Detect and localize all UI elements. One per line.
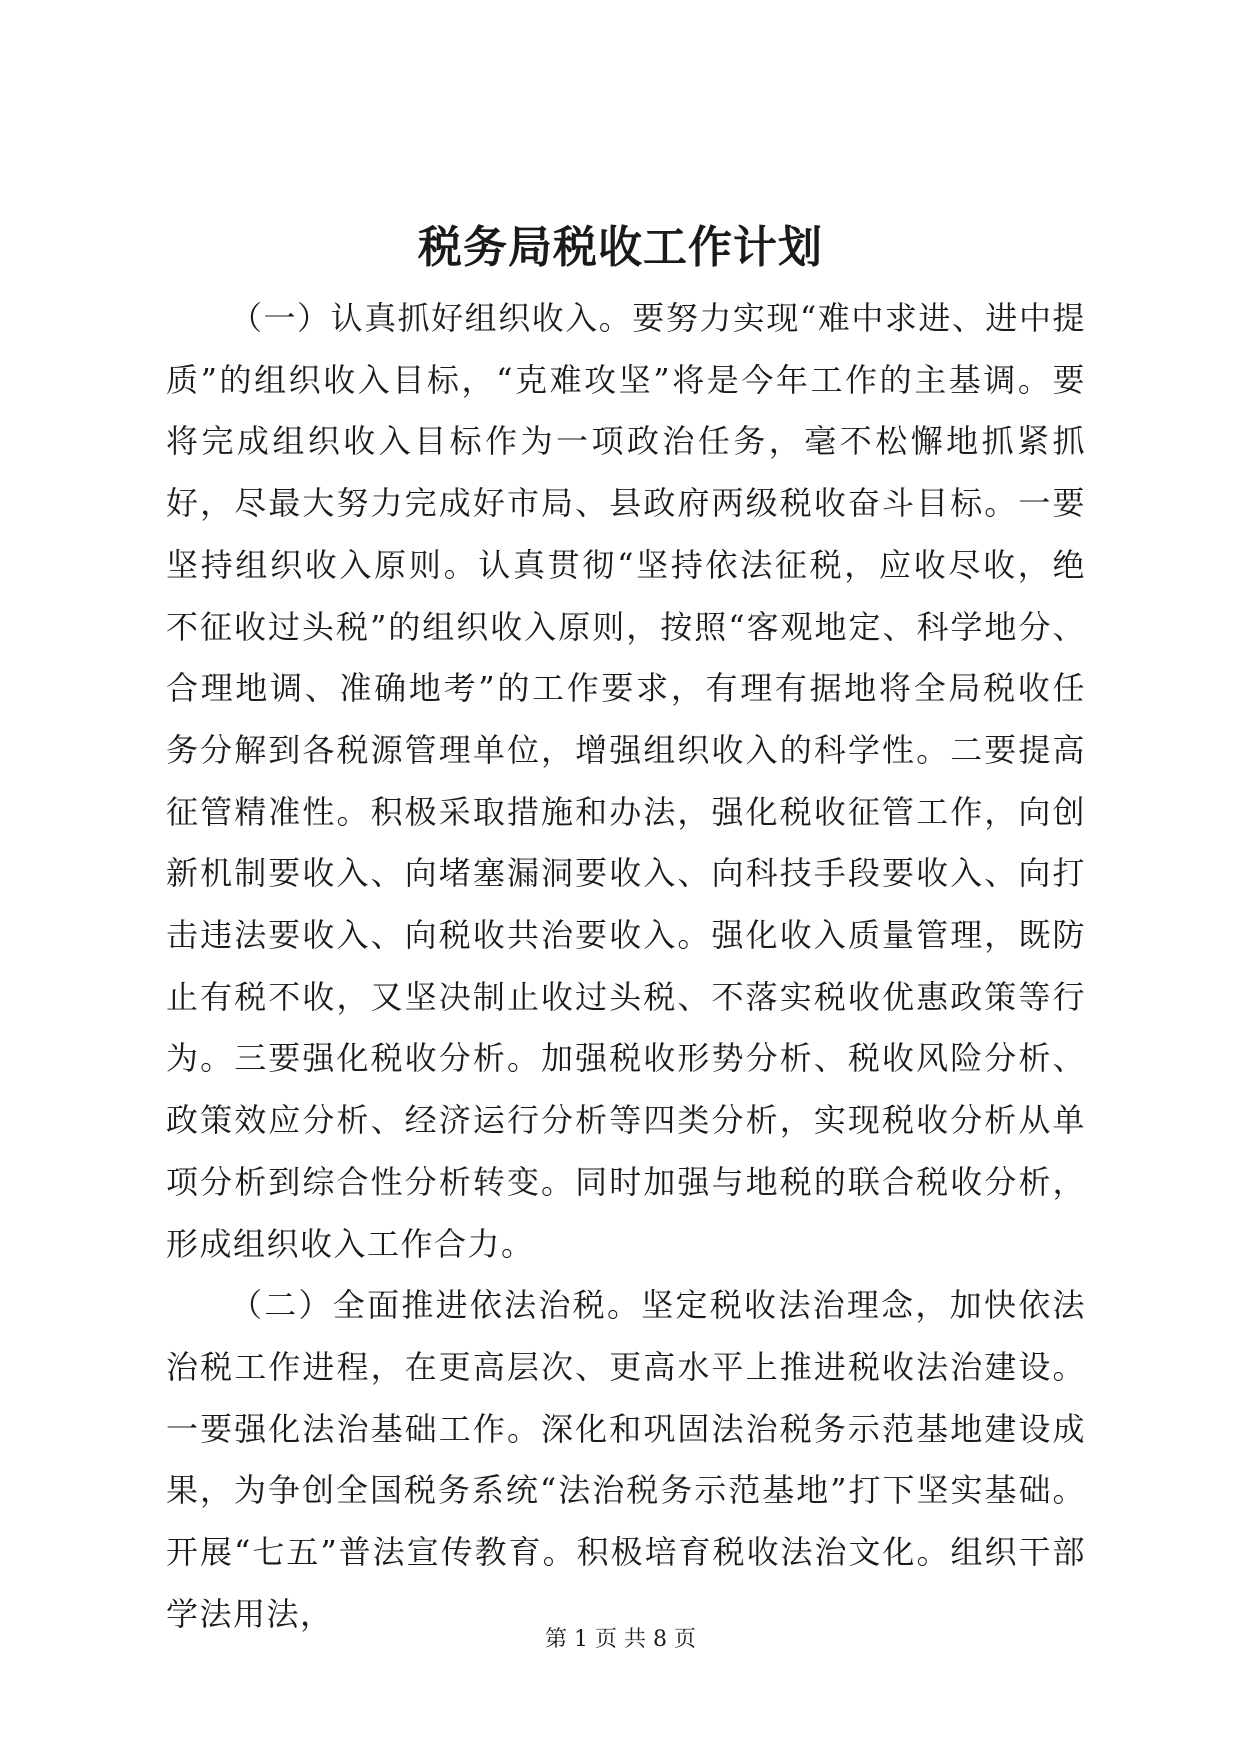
document-body — [166, 288, 1086, 1645]
page-footer: 第 1 页 共 8 页 — [545, 1627, 696, 1652]
paragraph-2: （二）全面推进依法治税。坚定税收法治理念，加快依法治税工作进程，在更高层次、更高水平上推进税收法治建设。一要强化法治基础工作。深化和巩固法治税务示范基地建设成果，为争创全国税务系统“法治税务示范基地”打下坚实基础。开展“七五”普法宣传教育。积极培育税收法治文化。组织干部学法用法， — [166, 1286, 1086, 1633]
paragraph-1: （一）认真抓好组织收入。要努力实现“难中求进、进中提质”的组织收入目标，“克难攻坚”将是今年工作的主基调。要将完成组织收入目标作为一项政治任务，毫不松懈地抓紧抓好，尽最大努力完成好市局、县政府两级税收奋斗目标。一要坚持组织收入原则。认真贯彻“坚持依法征税，应收尽收，绝不征收过头税”的组织收入原则，按照“客观地定、科学地分、合理地调、准确地考”的工作要求，有理有据地将全局税收任务分解到各税源管理单位，增强组织收入的科学性。二要提高征管精准性。积极采取措施和办法，强化税收征管工作，向创新机制要收入、向堵塞漏洞要收入、向科技手段要收入、向打击违法要收入、向税收共治要收入。强化收入质量管理，既防止有税不收，又坚决制止收过头税、不落实税收优惠政策等行为。三要强化税收分析。加强税收形势分析、税收风险分析、政策效应分析、经济运行分析等四类分析，实现税收分析从单项分析到综合性分析转变。同时加强与地税的联合税收分析，形成组织收入工作合力。 — [166, 299, 1086, 1263]
document-title: 税务局税收工作计划 — [418, 222, 823, 273]
